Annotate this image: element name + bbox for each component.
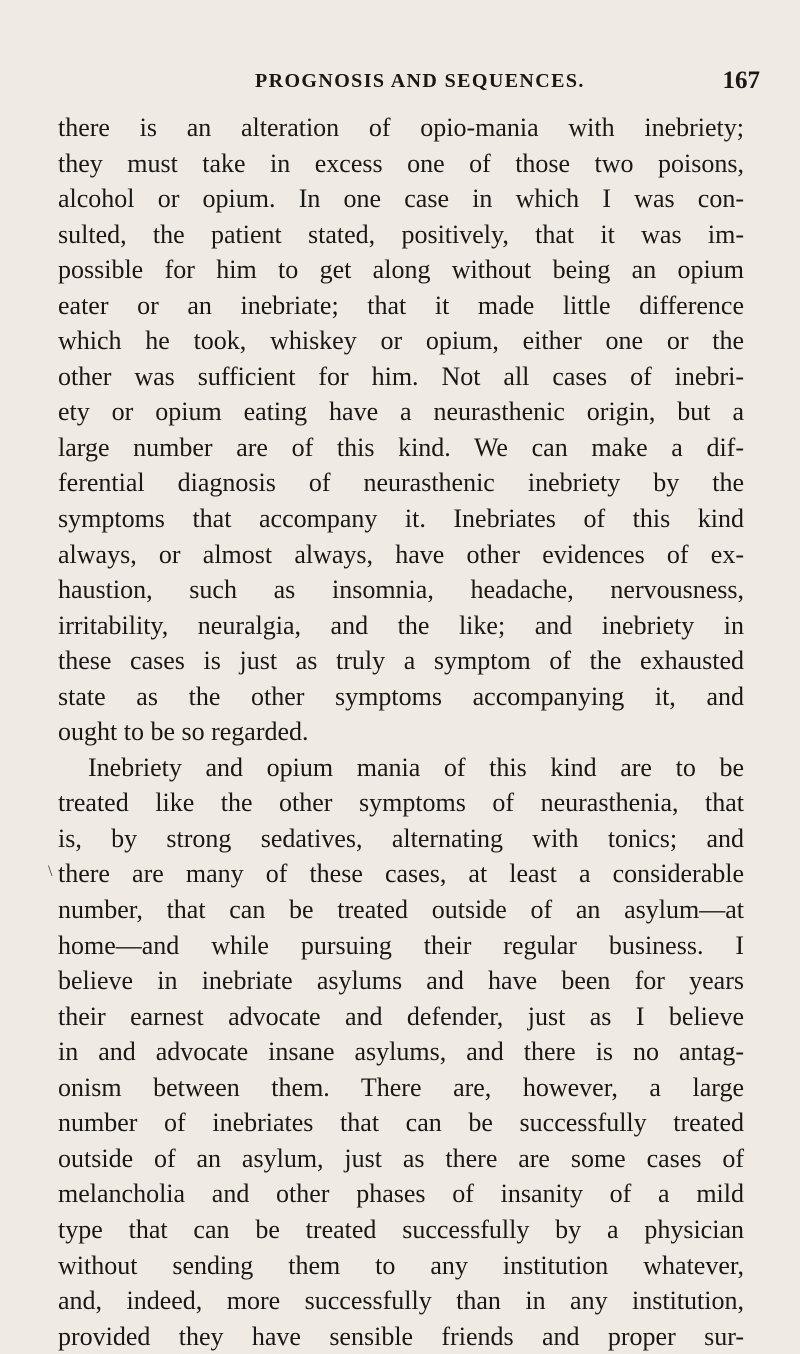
text-line: large number are of this kind. We can make a dif- [58, 432, 744, 462]
text-line: there is an alteration of opio-mania with inebriety; [58, 113, 744, 142]
page-number: 167 [722, 67, 760, 94]
text-line: believe in inebriate asylums and have been for years [58, 966, 744, 996]
running-head [60, 67, 760, 102]
text-line: melancholia and other phases of insanity of a mild [58, 1179, 744, 1209]
text-line: alcohol or opium. In one case in which I was con- [58, 184, 744, 214]
text-line: in and advocate insane asylums, and there is no antag- [58, 1037, 744, 1067]
text-line: onism between them. There are, however, a large [58, 1072, 744, 1102]
text-line: eater or an inebriate; that it made little difference [58, 290, 744, 320]
text-line: these cases is just as truly a symptom of the exhausted [58, 646, 744, 676]
text-line: number, that can be treated outside of an asylum—at [58, 895, 744, 925]
text-line: type that can be treated successfully by a physician [58, 1214, 744, 1244]
text-line: number of inebriates that can be successfully treated [58, 1108, 744, 1138]
text-line: always, or almost always, have other evidences of ex- [58, 539, 744, 569]
body-text [58, 110, 744, 1354]
text-line: and, indeed, more successfully than in any institution, [58, 1286, 744, 1316]
running-title: PROGNOSIS AND SEQUENCES. [255, 70, 585, 92]
text-line: provided they have sensible friends and proper sur- [58, 1321, 744, 1351]
text-line: outside of an asylum, just as there are some cases of [58, 1143, 744, 1173]
text-line: haustion, such as insomnia, headache, nervousness, [58, 575, 744, 605]
paragraph-start-line: Inebriety and opium mania of this kind are to be [88, 752, 744, 782]
text-line: there are many of these cases, at least a considerable [58, 859, 744, 889]
text-line: other was sufficient for him. Not all cases of inebri- [58, 361, 744, 391]
text-line: which he took, whiskey or opium, either one or the [58, 326, 744, 356]
text-line: sulted, the patient stated, positively, that it was im- [58, 219, 744, 249]
text-line: possible for him to get along without being an opium [58, 255, 744, 285]
paragraph-end-line: ought to be so regarded. [58, 717, 309, 747]
text-line: home—and while pursuing their regular business. I [58, 930, 744, 960]
text-line: ferential diagnosis of neurasthenic inebriety by the [58, 468, 744, 498]
text-line: irritability, neuralgia, and the like; and inebriety in [58, 610, 744, 640]
text-line: treated like the other symptoms of neurasthenia, that [58, 788, 744, 818]
text-line: ety or opium eating have a neurasthenic origin, but a [58, 397, 744, 427]
text-line: without sending them to any institution whatever, [58, 1250, 744, 1280]
text-line: symptoms that accompany it. Inebriates of this kind [58, 504, 744, 534]
margin-mark: \ [48, 863, 53, 880]
text-line: their earnest advocate and defender, just as I believe [58, 1001, 744, 1031]
text-line: is, by strong sedatives, alternating with tonics; and [58, 823, 744, 853]
text-line: they must take in excess one of those two poisons, [58, 148, 744, 178]
text-line: state as the other symptoms accompanying it, and [58, 681, 744, 711]
